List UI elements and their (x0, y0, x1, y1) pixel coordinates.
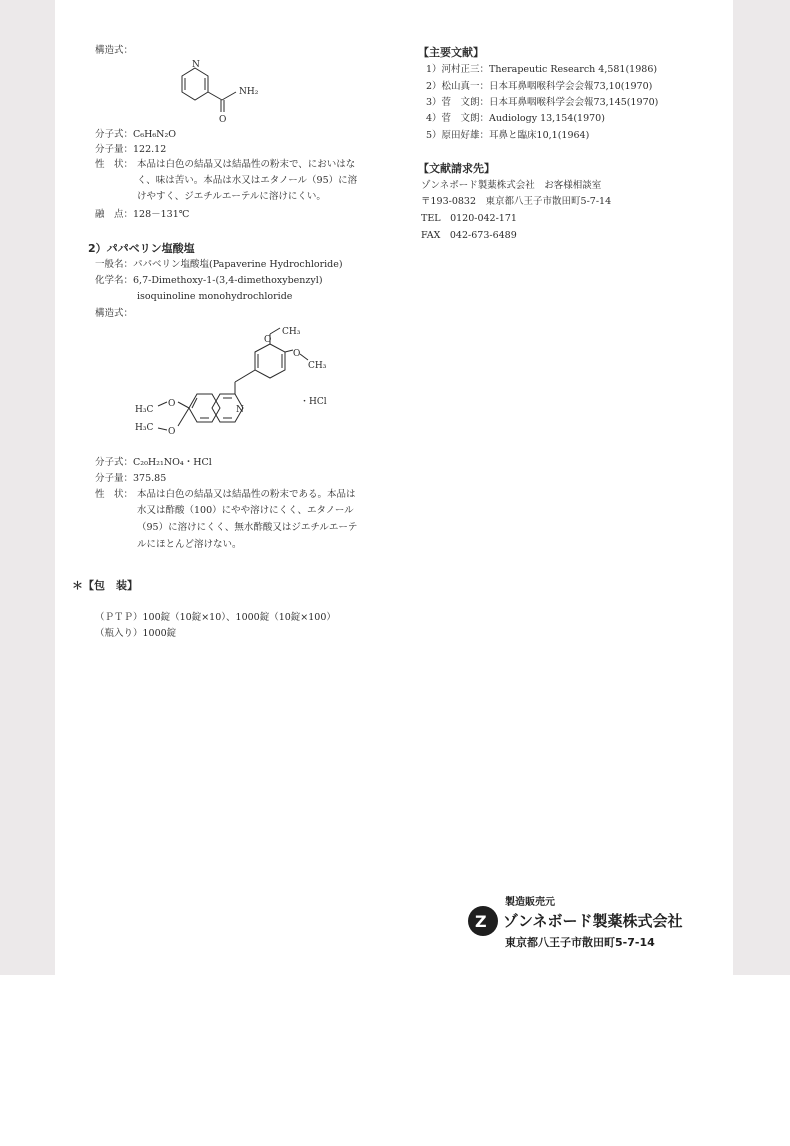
company-logo-icon (468, 906, 498, 936)
structure-label-1: 構造式： (95, 45, 134, 56)
nicotinamide-structure (170, 56, 280, 126)
reference-item: 2）松山真一：日本耳鼻咽喉科学会会報73,10(1970) (426, 81, 653, 92)
compound1-formula: 分子式：C₆H₆N₂O (95, 129, 177, 140)
struct1-nh2: NH₂ (239, 87, 259, 97)
logo-letters: Z (475, 912, 487, 931)
compound2-props-label: 性 状： (95, 489, 134, 500)
compound2-general-name: 一般名：パパベリン塩酸塩(Papaverine Hydrochloride) (95, 259, 343, 270)
compound1-props-label: 性 状： (95, 159, 134, 170)
reference-item: 1）河村正三：Therapeutic Research 4,581(1986) (426, 64, 658, 75)
right-margin (733, 0, 790, 975)
struct2-h3c: H₃C (135, 423, 154, 433)
company-address: 東京都八王子市散田町5-7-14 (505, 936, 655, 949)
struct2-hcl: ・HCl (300, 397, 327, 407)
struct2-h3c: H₃C (135, 405, 154, 415)
compound2-props-line: ルにほとんど溶けない。 (137, 539, 242, 550)
left-margin (0, 0, 55, 975)
maker-label: 製造販売元 (505, 897, 555, 908)
struct2-n: N (236, 405, 244, 415)
reference-item: 3）菅 文朗：日本耳鼻咽喉科学会会報73,145(1970) (426, 97, 659, 108)
struct1-n: N (192, 60, 200, 70)
section2-title: 2）パパベリン塩酸塩 (88, 242, 195, 255)
compound2-props-line: （95）に溶けにくく、無水酢酸又はジエチルエーテ (137, 522, 358, 533)
struct2-ch3-right: CH₃ (308, 361, 327, 371)
struct2-ch3-top: CH₃ (282, 327, 301, 337)
page-bottom-area (0, 975, 790, 1146)
references-title: 【主要文献】 (418, 46, 484, 59)
compound1-weight: 分子量：122.12 (95, 144, 167, 155)
struct1-o: O (219, 115, 227, 125)
reference-item: 4）菅 文朗：Audiology 13,154(1970) (426, 113, 605, 124)
struct2-o: O (168, 427, 176, 437)
packaging-line: （瓶入り）1000錠 (95, 628, 177, 639)
compound2-chem-name-cont: isoquinoline monohydrochloride (137, 291, 293, 302)
compound2-props-line: 水又は酢酸（100）にやや溶けにくく、エタノール (137, 505, 354, 516)
compound2-formula: 分子式：C₂₀H₂₁NO₄・HCl (95, 457, 212, 468)
papaverine-structure (130, 320, 340, 445)
compound2-weight: 分子量：375.85 (95, 473, 167, 484)
packaging-line: （ＰＴＰ）100錠（10錠×10）、1000錠（10錠×100） (95, 612, 336, 623)
struct2-o: O (168, 399, 176, 409)
request-line: 〒193-0832 東京都八王子市散田町5-7-14 (421, 196, 612, 207)
company-name: ゾンネボード製薬株式会社 (503, 912, 683, 930)
struct2-o: O (264, 335, 272, 345)
request-title: 【文献請求先】 (418, 162, 495, 175)
compound1-props-line: く、味は苦い。本品は水又はエタノール（95）に溶 (137, 175, 358, 186)
reference-item: 5）原田好雄：耳鼻と臨床10,1(1964) (426, 130, 590, 141)
compound1-melting: 融 点：128－131℃ (95, 209, 190, 220)
compound2-props-line: 本品は白色の結晶又は結晶性の粉末である。本品は (137, 489, 356, 500)
compound1-props-line: けやすく、ジエチルエーテルに溶けにくい。 (137, 191, 326, 202)
structure-label-2: 構造式： (95, 308, 134, 319)
compound2-chem-name: 化学名：6,7-Dimethoxy-1-(3,4-dimethoxybenzyl) (95, 275, 323, 286)
request-line: ゾンネボード製薬株式会社 お客様相談室 (421, 180, 602, 191)
compound1-props-line: 本品は白色の結晶又は結晶性の粉末で、においはな (137, 159, 356, 170)
request-line: FAX 042-673-6489 (421, 230, 517, 241)
struct2-o: O (293, 349, 301, 359)
request-line: TEL 0120-042-171 (421, 213, 517, 224)
packaging-title: ＊【包 装】 (72, 579, 138, 592)
